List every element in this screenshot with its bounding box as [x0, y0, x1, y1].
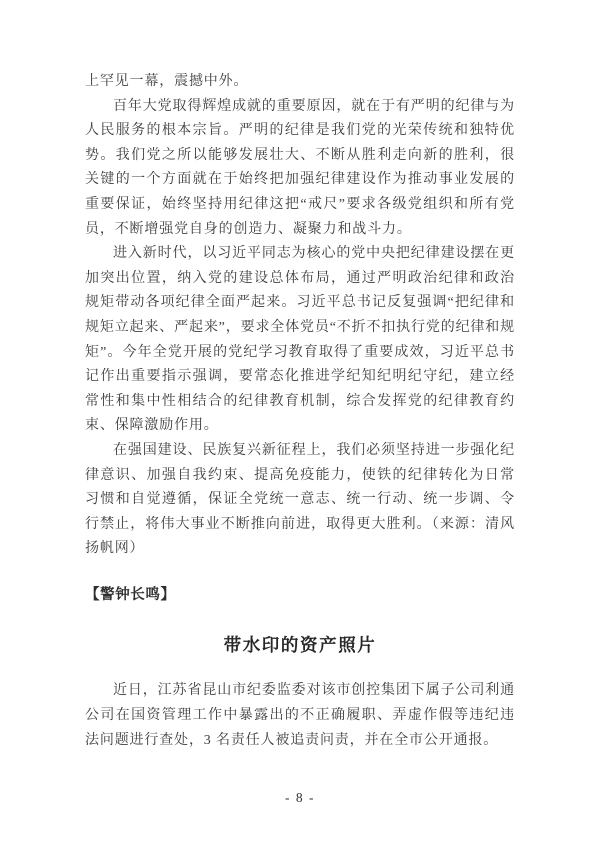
body-paragraph-continuation: 上罕见一幕，震撼中外。	[85, 74, 249, 89]
body-paragraph-1: 百年大党取得辉煌成就的重要原因，就在于有严明的纪律与为人民服务的根本宗旨。严明的纪律是我们党的光荣传统和独特优势。我们党之所以能够发展壮大、不断从胜利走向新的胜利，很关键的一个方面就在于始终把加强纪律建设作为推动事业发展的重要保证，始终坚持用纪律这把“戒尺”要求各级党组织和所有党员，不断增强党自身的创造力、凝聚力和战斗力。	[85, 98, 515, 237]
page-footer	[0, 790, 600, 806]
article-title: 带水印的资产照片	[223, 635, 377, 656]
body-paragraph-2: 进入新时代，以习近平同志为核心的党中央把纪律建设摆在更加突出位置，纳入党的建设总体布局，通过严明政治纪律和政治规矩带动各项纪律全面严起来。习近平总书记反复强调“把纪律和规矩立起来、严起来”，要求全体党员“不折不扣执行党的纪律和规矩”。今年全党开展的党纪学习教育取得了重要成效，习近平总书记作出重要指示强调，要常态化推进学纪知纪明纪守纪，建立经常性和集中性相结合的纪律教育机制，综合发挥党的纪律教育约束、保障激励作用。	[85, 246, 515, 434]
page-number: - 8 -	[285, 790, 315, 805]
article-paragraph-1: 近日，江苏省昆山市纪委监委对该市创控集团下属子公司利通公司在国资管理工作中暴露出的不正确履职、弄虚作假等违纪违法问题进行查处，3 名责任人被追责问责，并在全市公开通报。	[85, 683, 515, 748]
body-paragraph-3: 在强国建设、民族复兴新征程上，我们必须坚持进一步强化纪律意识、加强自我约束、提高免疫能力，使铁的纪律转化为日常习惯和自觉遵循，保证全党统一意志、统一行动、统一步调、令行禁止，将伟大事业不断推向前进，取得更大胜利。（来源：清风扬帆网）	[85, 442, 515, 557]
page-content	[85, 70, 515, 753]
section-header: 【警钟长鸣】	[85, 586, 176, 603]
